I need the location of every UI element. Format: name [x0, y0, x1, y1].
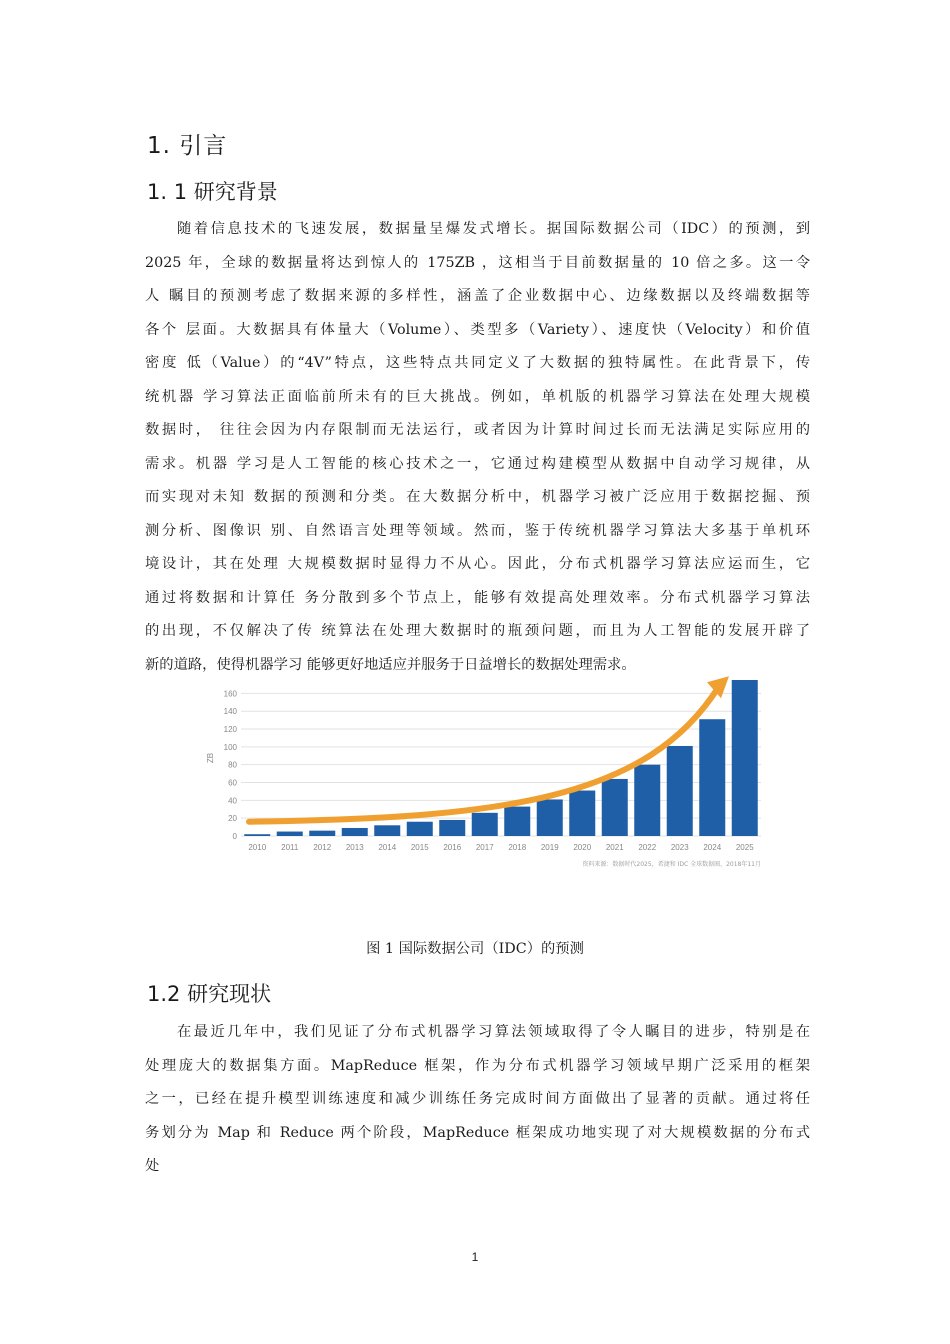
- y-tick-label: 120: [223, 725, 237, 735]
- bar: [732, 680, 758, 836]
- bar: [439, 820, 465, 836]
- x-tick-label: 2021: [605, 843, 624, 852]
- paragraph-line: 随着信息技术的飞速发展，数据量呈爆发式增长。据国际数据公司（IDC）的预测，到: [177, 221, 810, 237]
- y-tick-label: 40: [228, 796, 237, 806]
- y-axis-label: ZB: [206, 752, 215, 764]
- bar: [277, 832, 303, 836]
- paragraph-line: 测分析、图像识 别、自然语言处理等领域。然而，鉴于传统机器学习算法大多基于单机环: [145, 522, 810, 539]
- figure-caption: 图 1 国际数据公司（IDC）的预测: [366, 941, 584, 957]
- bar: [342, 828, 368, 836]
- x-tick-label: 2024: [703, 843, 722, 852]
- paragraph-line: 处理庞大的数据集方面。MapReduce 框架，作为分布式机器学习领域早期广泛采用的框架: [145, 1057, 810, 1074]
- bar: [504, 807, 530, 836]
- bar: [667, 746, 693, 836]
- paragraph-line: 而实现对未知 数据的预测和分类。在大数据分析中，机器学习被广泛应用于数据挖掘、预: [145, 489, 810, 505]
- subsection-heading-status: 1.2 研究现状: [147, 982, 272, 1006]
- x-tick-label: 2013: [345, 843, 364, 852]
- bar: [244, 834, 270, 836]
- paragraph-background: [145, 213, 810, 682]
- bar: [309, 831, 335, 836]
- y-tick-label: 160: [223, 689, 237, 699]
- bar: [569, 791, 595, 836]
- paragraph-line: 通过将数据和计算任 务分散到多个节点上，能够有效提高处理效率。分布式机器学习算法: [145, 589, 810, 606]
- x-tick-label: 2012: [313, 843, 332, 852]
- paragraph-line: 密度 低（Value）的“4V”特点，这些特点共同定义了大数据的独特属性。在此背景下，传: [145, 355, 810, 371]
- subsection-heading-background: 1. 1 研究背景: [147, 180, 278, 204]
- idc-data-growth-chart: [205, 672, 765, 882]
- x-tick-label: 2020: [573, 843, 592, 852]
- y-tick-label: 80: [228, 760, 237, 770]
- bar: [699, 719, 725, 836]
- bar: [374, 825, 400, 836]
- x-tick-label: 2022: [638, 843, 657, 852]
- y-tick-label: 0: [232, 832, 237, 841]
- section-heading-introduction: 1. 引言: [147, 133, 228, 159]
- page-number: 1: [471, 1250, 479, 1264]
- x-tick-label: 2025: [735, 843, 754, 852]
- paragraph-status: [145, 1016, 810, 1184]
- x-tick-label: 2010: [248, 843, 267, 852]
- paragraph-line: 各个 层面。大数据具有体量大（Volume）、类型多（Variety）、速度快（Velocity）和价值: [145, 321, 810, 338]
- bar: [602, 779, 628, 836]
- chart-source-note: 资料来源：数据时代2025，希捷和 IDC 全球数据圈，2018年11月: [582, 861, 761, 868]
- paragraph-line: 务划分为 Map 和 Reduce 两个阶段，MapReduce 框架成功地实现了对大规模数据的分布式: [145, 1124, 810, 1141]
- y-tick-label: 60: [228, 778, 237, 788]
- x-tick-label: 2014: [378, 843, 397, 852]
- paragraph-line: 之一，已经在提升模型训练速度和减少训练任务完成时间方面做出了显著的贡献。通过将任: [145, 1091, 810, 1107]
- x-tick-label: 2016: [443, 843, 462, 852]
- paragraph-line: 新的道路，使得机器学习 能够更好地适应并服务于日益增长的数据处理需求。: [145, 656, 636, 673]
- bar: [472, 813, 498, 836]
- idc-forecast-figure: [205, 672, 765, 882]
- paragraph-line: 处: [145, 1158, 160, 1174]
- paragraph-line: 人 瞩目的预测考虑了数据来源的多样性，涵盖了企业数据中心、边缘数据以及终端数据等: [145, 288, 810, 304]
- bar: [634, 765, 660, 836]
- paragraph-line: 境设计，其在处理 大规模数据时显得力不从心。因此，分布式机器学习算法应运而生，它: [145, 556, 810, 572]
- paragraph-line: 在最近几年中，我们见证了分布式机器学习算法领域取得了令人瞩目的进步，特别是在: [177, 1024, 810, 1040]
- y-tick-label: 140: [223, 707, 237, 717]
- x-tick-label: 2023: [670, 843, 689, 852]
- x-tick-label: 2015: [410, 843, 429, 852]
- x-tick-label: 2017: [475, 843, 494, 852]
- paragraph-line: 2025 年，全球的数据量将达到惊人的 175ZB ，这相当于目前数据量的 10 倍之多。这一令: [145, 254, 810, 271]
- paragraph-line: 数据时， 往往会因为内存限制而无法运行，或者因为计算时间过长而无法满足实际应用的: [145, 422, 810, 438]
- y-tick-label: 100: [223, 742, 237, 752]
- paragraph-line: 需求。机器 学习是人工智能的核心技术之一，它通过构建模型从数据中自动学习规律，从: [145, 455, 810, 472]
- x-tick-label: 2018: [508, 843, 527, 852]
- bar: [537, 799, 563, 836]
- paragraph-line: 统机器 学习算法正面临前所未有的巨大挑战。例如，单机版的机器学习算法在处理大规模: [145, 388, 810, 405]
- bar: [407, 822, 433, 836]
- paragraph-line: 的出现，不仅解决了传 统算法在处理大数据时的瓶颈问题，而且为人工智能的发展开辟了: [145, 623, 810, 639]
- x-tick-label: 2011: [281, 843, 299, 852]
- x-tick-label: 2019: [540, 843, 559, 852]
- y-tick-label: 20: [228, 814, 237, 824]
